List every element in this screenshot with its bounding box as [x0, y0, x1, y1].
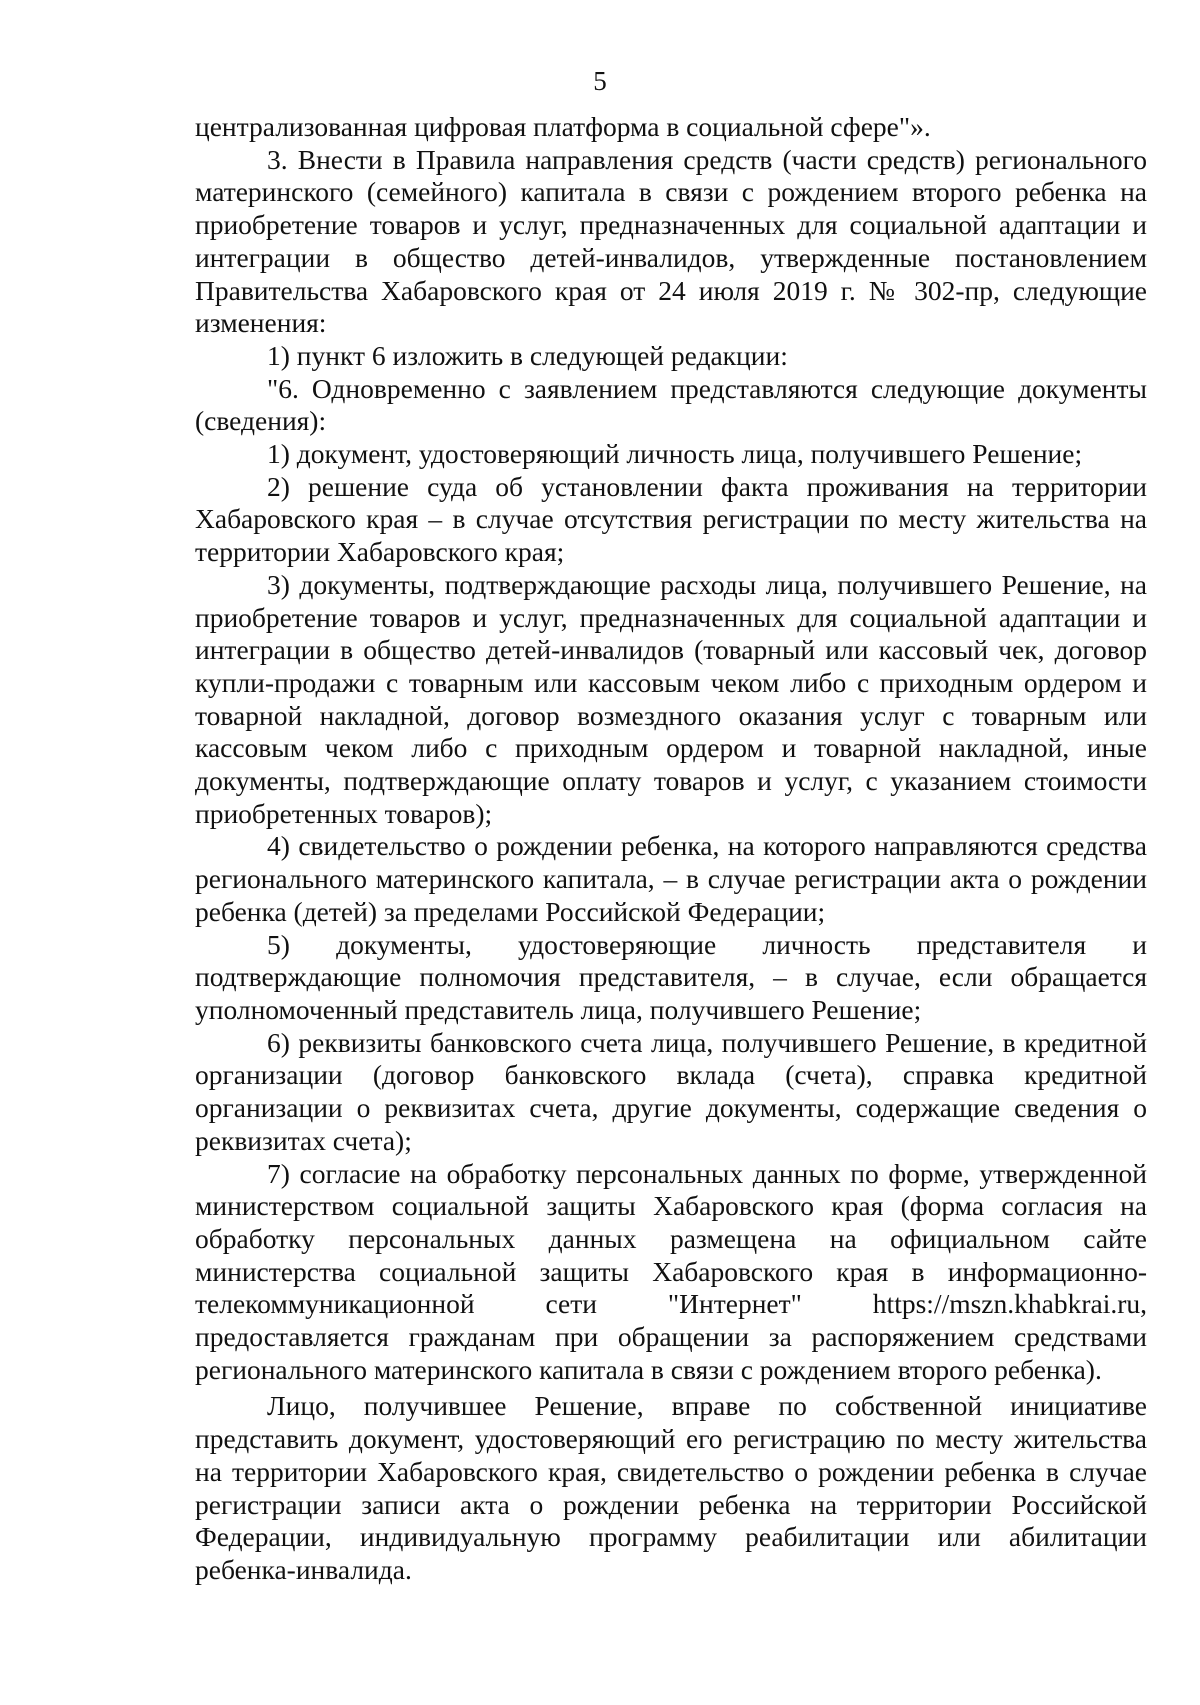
document-body [195, 111, 1147, 1587]
list-item-7: 7) согласие на обработку персональных данных по форме, утвержденной министерством социальной защиты Хабаровского края (форма согласия на обработку персональных данных размещена на официальном сайте министерства социальной защиты Хабаровского края в информационно-телекоммуникационной сети "Интернет" https://mszn.khabkrai.ru, предоставляется гражданам при обращении за распоряжением средствами регионального материнского капитала в связи с рождением второго ребенка). [195, 1157, 1147, 1385]
paragraph-item-3: 3. Внести в Правила направления средств (части средств) регионального материнского (семейного) капитала в связи с рождением второго ребенка на приобретение товаров и услуг, предназначенных для социальной адаптации и интеграции в общество детей-инвалидов, утвержденные постановлением Правительства Хабаровского края от 24 июля 2019 г. № 302-пр, следующие изменения: [195, 143, 1147, 339]
page-number: 5 [593, 66, 607, 96]
list-item-5: 5) документы, удостоверяющие личность представителя и подтверждающие полномочия представителя, – в случае, если обращается уполномоченный представитель лица, получившего Решение; [195, 928, 1147, 1025]
list-item-6: 6) реквизиты банковского счета лица, получившего Решение, в кредитной организации (договор банковского вклада (счета), справка кредитной организации о реквизитах счета, другие документы, содержащие сведения о реквизитах счета); [195, 1026, 1147, 1156]
paragraph-clause-6: "6. Одновременно с заявлением представляются следующие документы (сведения): [195, 372, 1147, 437]
list-item-3: 3) документы, подтверждающие расходы лица, получившего Решение, на приобретение товаров и услуг, предназначенных для социальной адаптации и интеграции в общество детей-инвалидов (товарный или кассовый чек, договор купли-продажи с товарным или кассовым чеком либо с приходным ордером и товарной накладной, договор возмездного оказания услуг с товарным или кассовым чеком либо с приходным ордером и товарной накладной, иные документы, подтверждающие оплату товаров и услуг, с указанием стоимости приобретенных товаров); [195, 568, 1147, 829]
paragraph-continuation: централизованная цифровая платформа в социальной сфере"». [195, 111, 931, 142]
list-item-2: 2) решение суда об установлении факта проживания на территории Хабаровского края – в случае отсутствия регистрации по месту жительства на территории Хабаровского края; [195, 470, 1147, 568]
list-item-4: 4) свидетельство о рождении ребенка, на которого направляются средства регионального материнского капитала, – в случае регистрации акта о рождении ребенка (детей) за пределами Российской Федерации; [195, 830, 1147, 927]
paragraph-subitem-1: 1) пункт 6 изложить в следующей редакции: [267, 339, 788, 371]
paragraph-optional-documents: Лицо, получившее Решение, вправе по собственной инициативе представить документ, удостоверяющий его регистрацию по месту жительства на территории Хабаровского края, свидетельство о рождении ребенка в случае регистрации записи акта о рождении ребенка на территории Российской Федерации, индивидуальную программу реабилитации или абилитации ребенка-инвалида. [195, 1390, 1147, 1585]
list-item-1: 1) документ, удостоверяющий личность лица, получившего Решение; [267, 438, 1083, 470]
